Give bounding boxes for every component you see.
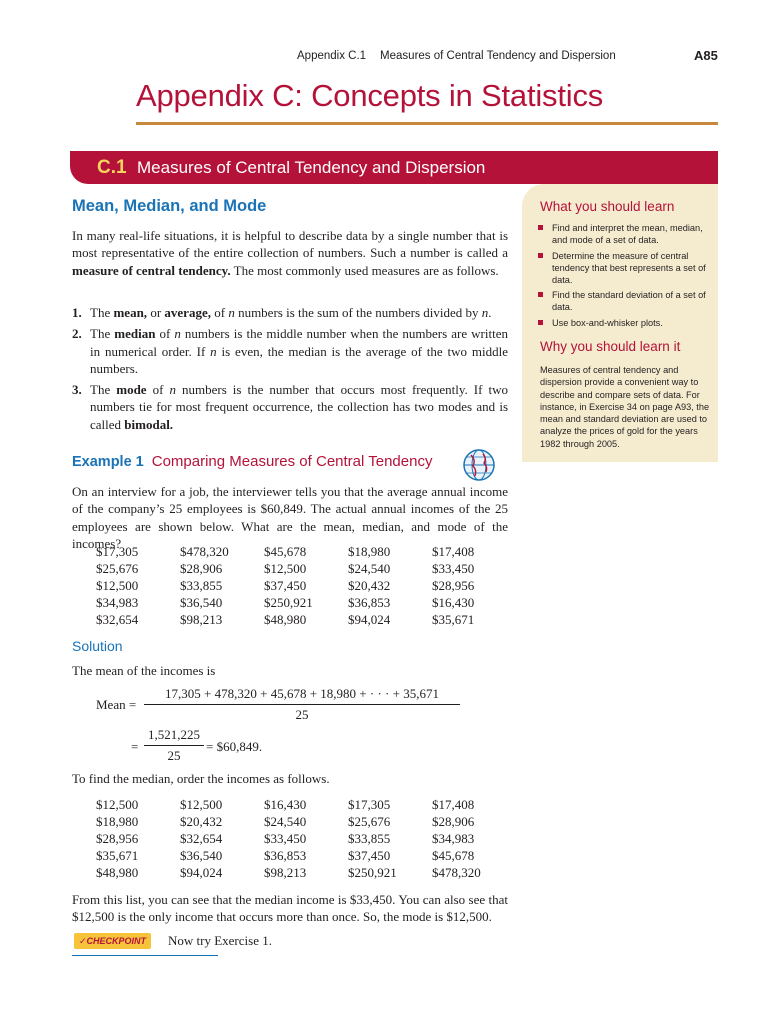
running-header [297, 50, 616, 62]
conclusion-text: From this list, you can see that the median income is $33,450. You can also see that $12,500 is the only income that occurs more than once. So, the mode is $12,500. [72, 892, 508, 925]
square-bullet-icon [538, 320, 543, 325]
intro-paragraph: In many real-life situations, it is helpful to describe data by a single number that is most representative of the entire collection of numbers. Such a number is called a measure of central tendency. The most commonly used measures are as follows. [72, 228, 508, 278]
example-problem-text: On an interview for a job, the interviewer tells you that the average annual income of the company’s 25 employees is $60,849. The actual annual incomes of the 25 employees are shown below. What are the mean, median, and mode of the incomes? [72, 484, 508, 551]
income-cell: $17,408 [432, 797, 475, 812]
definition-mode: 3. The mode of n numbers is the number that occurs most frequently. If two numbers tie for most frequent occurrence, the collection has two modes and is called bimodal. [72, 382, 508, 432]
income-cell: $12,500 [96, 578, 139, 593]
income-cell: $36,853 [348, 595, 391, 610]
definition-median: 2. The median of n numbers is the middle number when the numbers are written in numerical order. If n is even, the median is the average of the two middle numbers. [72, 326, 508, 376]
table-row [96, 543, 512, 560]
income-cell: $33,855 [180, 578, 223, 593]
income-cell: $17,305 [96, 544, 139, 559]
fraction-bar [144, 745, 204, 746]
table-row [96, 796, 512, 813]
income-cell: $45,678 [432, 848, 475, 863]
learning-objectives-sidebar [522, 184, 718, 462]
income-cell: $20,432 [180, 814, 223, 829]
why-you-should-learn-it-heading: Why you should learn it [540, 339, 681, 354]
page-number: A85 [694, 48, 718, 63]
appendix-title: Appendix C: Concepts in Statistics [136, 78, 604, 113]
income-cell: $28,906 [180, 561, 223, 576]
income-cell: $18,980 [348, 544, 391, 559]
mean-fraction [144, 686, 460, 723]
subheading-mean-median-mode: Mean, Median, and Mode [72, 197, 267, 215]
table-row [96, 847, 512, 864]
square-bullet-icon [538, 253, 543, 258]
income-cell: $94,024 [180, 865, 223, 880]
income-cell: $28,906 [432, 814, 475, 829]
incomes-table [96, 543, 512, 628]
income-cell: $33,450 [432, 561, 475, 576]
income-cell: $36,853 [264, 848, 307, 863]
income-cell: $32,654 [180, 831, 223, 846]
checkpoint-badge: ✓CHECKPOINT [74, 933, 151, 949]
income-cell: $250,921 [264, 595, 313, 610]
section-title: Measures of Central Tendency and Dispersion [137, 158, 486, 177]
sum-fraction [144, 727, 204, 764]
income-cell: $250,921 [348, 865, 397, 880]
income-cell: $37,450 [348, 848, 391, 863]
running-header-section-ref: Appendix C.1 [297, 50, 367, 62]
ordered-incomes-table [96, 796, 512, 881]
example-label: Example 1 [72, 454, 144, 470]
sum-numerator: 1,521,225 [148, 727, 200, 742]
income-cell: $48,980 [264, 612, 307, 627]
income-cell: $48,980 [96, 865, 139, 880]
section-banner [70, 151, 718, 184]
income-cell: $37,450 [264, 578, 307, 593]
table-row [96, 864, 512, 881]
income-cell: $24,540 [264, 814, 307, 829]
square-bullet-icon [538, 292, 543, 297]
income-cell: $35,671 [432, 612, 475, 627]
income-cell: $20,432 [348, 578, 391, 593]
income-cell: $33,855 [348, 831, 391, 846]
learning-objectives-list [538, 222, 710, 332]
income-cell: $25,676 [348, 814, 391, 829]
section-number: C.1 [97, 157, 127, 178]
income-cell: $35,671 [96, 848, 139, 863]
income-cell: $32,654 [96, 612, 139, 627]
learning-objective-item: Find the standard deviation of a set of data. [538, 289, 710, 313]
square-bullet-icon [538, 225, 543, 230]
median-intro-text: To find the median, order the incomes as follows. [72, 771, 330, 786]
income-cell: $36,540 [180, 848, 223, 863]
income-cell: $12,500 [264, 561, 307, 576]
learning-objective-item: Use box-and-whisker plots. [538, 317, 710, 329]
income-cell: $36,540 [180, 595, 223, 610]
table-row [96, 560, 512, 577]
globe-icon [462, 448, 496, 482]
sum-denominator: 25 [167, 748, 181, 763]
definition-mean: 1. The mean, or average, of n numbers is the sum of the numbers divided by n. [72, 305, 492, 320]
income-cell: $25,676 [96, 561, 139, 576]
income-cell: $18,980 [96, 814, 139, 829]
income-cell: $24,540 [348, 561, 391, 576]
mean-intro-text: The mean of the incomes is [72, 663, 216, 678]
mean-denominator: 25 [295, 707, 309, 722]
definitions-list [72, 304, 508, 437]
income-cell: $34,983 [96, 595, 139, 610]
income-cell: $45,678 [264, 544, 307, 559]
term-measure-of-central-tendency: measure of central tendency. [72, 262, 231, 278]
mean-numerator: 17,305 + 478,320 + 45,678 + 18,980 + · · · + 35,671 [165, 686, 439, 701]
equals-sign: = [131, 739, 139, 754]
table-row [96, 813, 512, 830]
income-cell: $98,213 [180, 612, 223, 627]
learning-objective-item: Find and interpret the mean, median, and mode of a set of data. [538, 222, 710, 246]
income-cell: $17,305 [348, 797, 391, 812]
what-you-should-learn-heading: What you should learn [540, 199, 675, 214]
income-cell: $94,024 [348, 612, 391, 627]
income-cell: $16,430 [264, 797, 307, 812]
income-cell: $28,956 [96, 831, 139, 846]
checkpoint-rule [72, 955, 218, 956]
mean-result: = $60,849. [206, 739, 263, 754]
mean-label: Mean = [96, 697, 137, 712]
why-you-should-learn-it-text: Measures of central tendency and dispersion provide a convenient way to describe and compare sets of data. For instance, in Exercise 34 on page A93, the mean and standard deviation are used to analyze the prices of gold for the years 1982 through 2005. [540, 365, 710, 449]
solution-heading: Solution [72, 638, 123, 654]
income-cell: $28,956 [432, 578, 475, 593]
income-cell: $98,213 [264, 865, 307, 880]
table-row [96, 611, 512, 628]
table-row [96, 594, 512, 611]
example-heading [72, 453, 432, 470]
table-row [96, 830, 512, 847]
example-title: Comparing Measures of Central Tendency [151, 453, 433, 470]
income-cell: $34,983 [432, 831, 475, 846]
income-cell: $12,500 [96, 797, 139, 812]
income-cell: $478,320 [432, 865, 481, 880]
table-row [96, 577, 512, 594]
income-cell: $17,408 [432, 544, 475, 559]
income-cell: $478,320 [180, 544, 229, 559]
running-header-section-name: Measures of Central Tendency and Dispersion [380, 50, 616, 62]
income-cell: $12,500 [180, 797, 223, 812]
income-cell: $33,450 [264, 831, 307, 846]
learning-objective-item: Determine the measure of central tendency that best represents a set of data. [538, 250, 710, 286]
income-cell: $16,430 [432, 595, 475, 610]
fraction-bar [144, 704, 460, 705]
checkpoint-text: Now try Exercise 1. [168, 933, 272, 948]
title-rule [136, 122, 718, 125]
